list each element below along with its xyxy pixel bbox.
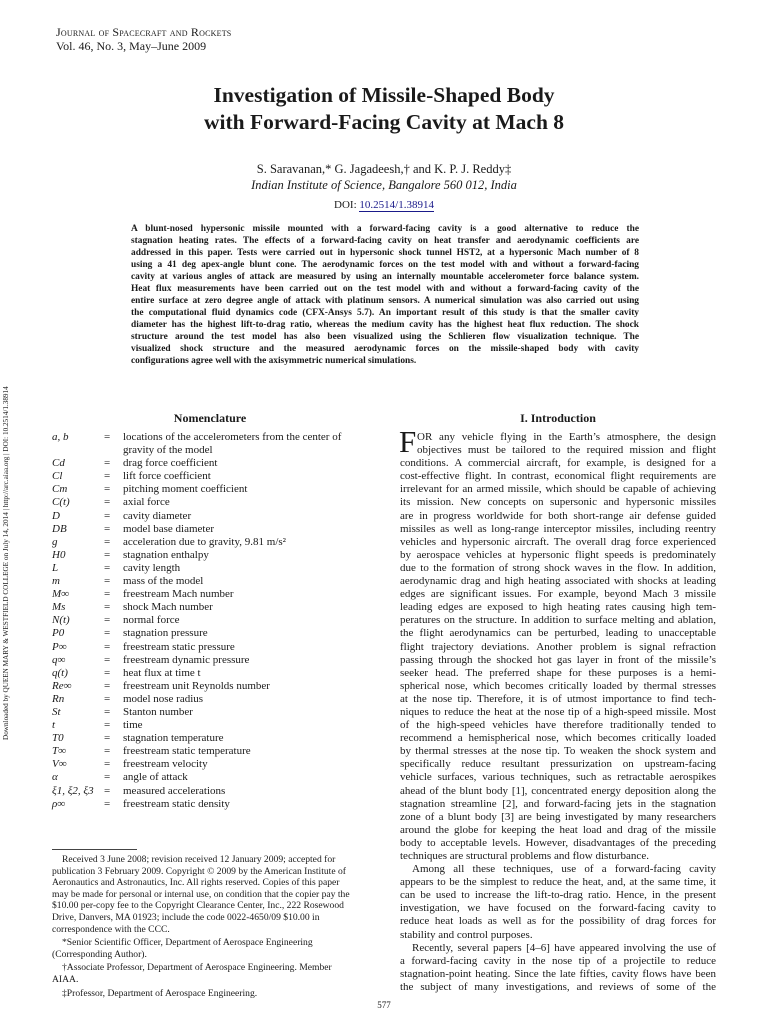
nomenclature-symbol: M∞ [52, 588, 70, 601]
nomenclature-definition: locations of the accelerometers from the center of [123, 431, 342, 443]
nomenclature-equals: = [104, 548, 111, 561]
nomenclature-definition: stagnation pressure [123, 627, 208, 640]
nomenclature-equals: = [104, 470, 111, 483]
nomenclature-symbol: P∞ [52, 640, 67, 653]
nomenclature-equals: = [104, 666, 111, 679]
nomenclature-list [52, 431, 372, 811]
nomenclature-symbol: ρ∞ [52, 797, 66, 810]
nomenclature-equals: = [104, 653, 111, 666]
nomenclature-entry [52, 549, 372, 562]
nomenclature-symbol: C(t) [52, 496, 70, 509]
introduction-line: at the nose tip. Therefore, it is of utmost importance to find tech- [400, 692, 716, 705]
nomenclature-symbol: Cm [52, 483, 68, 496]
nomenclature-entry [52, 588, 372, 601]
nomenclature-definition: Stanton number [123, 705, 193, 718]
nomenclature-definition: normal force [123, 614, 180, 627]
nomenclature-definition: gravity of the model [123, 444, 213, 457]
introduction-line: appears to be the simplest to reduce the heat, and, at the same time, it [400, 876, 716, 889]
introduction-line: reduce heat loads as well as for the possibility of drag forces for [400, 915, 716, 928]
nomenclature-symbol: ξ1, ξ2, ξ3 [52, 784, 94, 797]
introduction-line: body to acceptable levels. However, disadvantages of the preceding [400, 836, 716, 849]
introduction-line: vehicle surfaces, various techniques, such as retractable aerospikes [400, 771, 716, 784]
nomenclature-symbol: N(t) [52, 614, 70, 627]
nomenclature-definition: freestream static pressure [123, 640, 235, 653]
nomenclature-equals: = [104, 679, 111, 692]
nomenclature-symbol: Cl [52, 470, 63, 483]
introduction-line: passing through the shocked hot gas layer in front of the missile’s [400, 653, 716, 666]
nomenclature-entry [52, 758, 372, 771]
nomenclature-entry [52, 483, 372, 496]
introduction-line: by thermal stresses at the nose tip. To weaken the shock system and [400, 745, 716, 758]
nomenclature-symbol: T0 [52, 732, 64, 745]
introduction-line: recommend a hemispherical nose, which becomes critically loaded [400, 732, 716, 745]
introduction-line: seeker head. The preferred shape for these purposes is a hemi- [400, 666, 716, 679]
drop-cap: F [399, 424, 417, 459]
download-watermark-text: Downloaded by QUEEN MARY & WESTFIELD COLLEGE on July 14, 2014 | http://arc.aiaa.org | DOI: 10.2514/1.38914 [2, 386, 10, 740]
introduction-line: by aerospace vehicles at hypersonic flight speeds is predominately [400, 548, 716, 561]
footnote-line: (Corresponding Author). [52, 948, 147, 960]
download-watermark [2, 270, 16, 740]
nomenclature-equals: = [104, 431, 111, 443]
nomenclature-entry [52, 706, 372, 719]
introduction-line: around the globe for keeping the heat load and drag of the missile [400, 823, 716, 836]
journal-issue: Vol. 46, No. 3, May–June 2009 [56, 39, 207, 53]
journal-name: Journal of Spacecraft and Rockets [56, 25, 232, 39]
nomenclature-symbol: St [52, 705, 61, 718]
nomenclature-symbol: D [52, 509, 60, 522]
affiliation: Indian Institute of Science, Bangalore 560 012, India [251, 178, 517, 192]
nomenclature-definition: cavity diameter [123, 509, 192, 522]
nomenclature-equals: = [104, 758, 111, 771]
nomenclature-equals: = [104, 745, 111, 758]
introduction-body [399, 424, 716, 994]
introduction-line: are in progress worldwide for both short-range air defense guided [400, 509, 716, 522]
footnote-line: publication 3 February 2009. Copyright © 2009 by the American Institute of [52, 865, 346, 877]
introduction-line: flight trajectory deviations. Another problem is signal refraction [400, 640, 716, 653]
introduction-line: vehicles and hypersonic aircraft. The overall drag force experienced [400, 535, 716, 548]
nomenclature-entry [52, 654, 372, 667]
abstract-line: using a 41 deg apex-angle blunt cone. The aerodynamic forces on the test model with and without a forward-facing [131, 260, 639, 270]
introduction-line: ahead of the blunt body [1], concentrated energy deposition along the [400, 784, 716, 797]
nomenclature-equals: = [104, 535, 111, 548]
introduction-line: its mission. New concepts on supersonic and hypersonic missiles [400, 496, 716, 509]
abstract-line: the computational fluid dynamics code (CFX-Ansys 5.7). An important result of this study is that the smaller cavity [131, 308, 639, 318]
introduction-line: leading edges are exposed to high heating rates causing high tem- [400, 601, 716, 614]
introduction-line: objectives must be tailored to the required mission and flight [417, 444, 716, 457]
nomenclature-equals: = [104, 588, 111, 601]
nomenclature-definition: model base diameter [123, 522, 215, 535]
nomenclature-equals: = [104, 784, 111, 797]
nomenclature-definition: mass of the model [123, 575, 204, 588]
nomenclature-entry [52, 667, 372, 680]
journal-header [56, 25, 231, 53]
introduction-line: zone of a blunt body [3] are being investigated by many researchers [400, 810, 716, 823]
introduction-line: OR any vehicle flying in the Earth’s atmosphere, the design [417, 431, 716, 443]
introduction-line: techniques are structural problems and flow disturbance. [400, 850, 649, 862]
nomenclature-equals: = [104, 719, 111, 732]
nomenclature-entry [52, 614, 372, 627]
introduction-line: stability and control purposes. [400, 928, 533, 941]
introduction-line: cost-effective flight. In contrast, economical flight requirements are [400, 470, 716, 483]
nomenclature-symbol: H0 [52, 548, 66, 561]
nomenclature-definition: freestream Mach number [123, 588, 234, 601]
introduction-line: due to the formation of strong shock waves in the flow. In addition, [400, 561, 716, 574]
introduction-line: Among all these techniques, use of a forward-facing cavity [412, 863, 716, 876]
nomenclature-equals: = [104, 732, 111, 745]
abstract-line: visualized shock structure and the measured aerodynamic forces on the missile-shaped body with cavity [131, 344, 639, 354]
nomenclature-definition: axial force [123, 496, 170, 509]
abstract-line: configurations agree well with the axisymmetric numerical simulations. [131, 356, 417, 366]
footnote-line: AIAA. [52, 973, 79, 985]
abstract-line: stagnation heating rates. The effects of a forward-facing cavity on heat transfer and aerodynamic coefficients are [131, 236, 639, 246]
title-line-2: with Forward-Facing Cavity at Mach 8 [203, 110, 565, 134]
doi-line [60, 199, 708, 211]
nomenclature-symbol: m [52, 575, 60, 588]
nomenclature-definition: measured accelerations [123, 784, 226, 797]
nomenclature-entry [52, 470, 372, 483]
nomenclature-symbol: DB [52, 522, 67, 535]
introduction-line: can be used to increase the lift-to-drag ratio. Hence, in the present [400, 889, 716, 902]
nomenclature-definition: stagnation temperature [123, 732, 224, 745]
nomenclature-entry [52, 732, 372, 745]
introduction-line: of the high-speed vehicles have therefore traditionally tended to [400, 719, 716, 732]
nomenclature-definition: stagnation enthalpy [123, 548, 209, 561]
nomenclature-symbol: t [52, 719, 56, 732]
nomenclature-definition: pitching moment coefficient [123, 483, 248, 496]
introduction-line: a forward-facing cavity in the nose tip of a projectile to reduce [400, 954, 716, 967]
nomenclature-symbol: Cd [52, 457, 65, 470]
nomenclature-symbol: g [52, 535, 58, 548]
footnote-line: Received 3 June 2008; revision received 12 January 2009; accepted for [62, 854, 336, 865]
nomenclature-symbol: L [52, 561, 59, 574]
nomenclature-entry [52, 496, 372, 509]
introduction-line: specifically reduce resultant pressurization on upstream-facing [400, 758, 716, 771]
footnote-line: correspondence with the CCC. [52, 923, 170, 935]
nomenclature-equals: = [104, 771, 111, 784]
nomenclature-entry [52, 719, 372, 732]
abstract [131, 223, 639, 367]
nomenclature-entry [52, 523, 372, 536]
introduction-line: missiles as well as long-range interceptor missiles, including reentry [400, 522, 716, 535]
abstract-line: diameter has the highest lift-to-drag ratio, whereas the medium cavity has the highest heat flux reduction. The shock [131, 320, 639, 330]
nomenclature-definition: freestream velocity [123, 758, 208, 771]
abstract-line: addressed in this paper. Tests were carried out in hypersonic shock tunnel HST2, at a hypersonic Mach number of 8 [131, 248, 639, 258]
nomenclature-equals: = [104, 561, 111, 574]
nomenclature-equals: = [104, 496, 111, 509]
nomenclature-entry [52, 627, 372, 640]
nomenclature-entry [52, 536, 372, 549]
abstract-line: cavity at various angles of attack are measured by using an internally mountable accelerometer force balance system. [131, 272, 639, 282]
paper-title [60, 82, 708, 136]
nomenclature-entry [52, 771, 372, 784]
nomenclature-symbol: T∞ [52, 745, 66, 758]
nomenclature-equals: = [104, 640, 111, 653]
footnote-line: may be made for personal or internal use, on condition that the copier pay the [52, 888, 350, 900]
doi-prefix: DOI: [334, 199, 360, 211]
nomenclature-entry [52, 785, 372, 798]
nomenclature-symbol: Re∞ [52, 679, 72, 692]
introduction-line: irrelevant for an armed missile, which should be capable of achieving [400, 483, 716, 496]
introduction-line: Recently, several papers [4–6] have appeared involving the use of [412, 941, 716, 954]
footnote-line: $10.00 per-copy fee to the Copyright Clearance Center, Inc., 222 Rosewood [52, 900, 344, 912]
nomenclature-equals: = [104, 509, 111, 522]
nomenclature-symbol: q∞ [52, 653, 66, 666]
introduction-line: conditions. A commercial aircraft, for example, is designed for a [400, 457, 716, 470]
nomenclature-definition: model nose radius [123, 692, 204, 705]
nomenclature-entry [52, 510, 372, 523]
nomenclature-symbol: q(t) [52, 666, 68, 679]
nomenclature-symbol: P0 [52, 627, 65, 640]
nomenclature-definition: angle of attack [123, 771, 188, 784]
introduction-line: spherical nose, which becomes critically loaded by thermal stresses [400, 679, 716, 692]
title-line-1: Investigation of Missile-Shaped Body [213, 83, 555, 107]
abstract-line: A blunt-nosed hypersonic missile mounted with a forward-facing cavity is a good alternative to reduce the [131, 224, 639, 234]
abstract-line: structure around the test model has also been visualized using the Schlieren flow visualization technique. The [131, 332, 639, 342]
page-number: 577 [377, 1000, 391, 1010]
nomenclature-definition: shock Mach number [123, 601, 213, 614]
nomenclature-entry [52, 601, 372, 614]
footnote-rule [52, 849, 137, 850]
nomenclature-entry [52, 798, 372, 811]
nomenclature-entry [52, 693, 372, 706]
nomenclature-entry [52, 431, 372, 444]
introduction-line: the subject of many investigations, and reviews of some of the [400, 980, 716, 993]
nomenclature-symbol: V∞ [52, 758, 67, 771]
introduction-line: aerodynamic drag and high heating associated with shocks at leading [400, 575, 716, 588]
nomenclature-symbol: Ms [52, 601, 66, 614]
nomenclature-symbol: α [52, 771, 58, 784]
introduction-line: niques to reduce the heat at the nose tip of a high-speed missile. Most [400, 705, 716, 718]
nomenclature-definition: freestream static temperature [123, 745, 251, 758]
nomenclature-equals: = [104, 797, 111, 810]
nomenclature-definition: heat flux at time t [123, 666, 201, 679]
introduction-line: investigation, we have focused on the forward-facing cavity to [400, 902, 716, 915]
nomenclature-definition: drag force coefficient [123, 457, 218, 470]
nomenclature-equals: = [104, 601, 111, 614]
nomenclature-equals: = [104, 705, 111, 718]
nomenclature-definition: acceleration due to gravity, 9.81 m/s² [123, 535, 286, 548]
nomenclature-equals: = [104, 627, 111, 640]
footnote-line: †Associate Professor, Department of Aerospace Engineering. Member [62, 962, 332, 974]
introduction-line: peratures on the structure. In addition to surface melting and ablation, [400, 614, 716, 627]
nomenclature-entry [52, 641, 372, 654]
nomenclature-entry [52, 562, 372, 575]
authors: S. Saravanan,* G. Jagadeesh,† and K. P. J. Reddy‡ [256, 162, 512, 176]
doi-link[interactable]: 10.2514/1.38914 [359, 199, 434, 211]
nomenclature-heading: Nomenclature [173, 411, 247, 425]
introduction-line: edges are significant issues. For example, beyond Mach 3 missile [400, 588, 716, 601]
footnote-line: *Senior Scientific Officer, Department of Aerospace Engineering [62, 937, 313, 949]
nomenclature-equals: = [104, 614, 111, 627]
introduction-line: stagnation-point heating. Since the late fifties, cavity flows have been [400, 967, 716, 980]
nomenclature-entry [52, 575, 372, 588]
nomenclature-equals: = [104, 692, 111, 705]
nomenclature-definition: freestream dynamic pressure [123, 653, 250, 666]
nomenclature-symbol: a, b [52, 431, 69, 443]
introduction-line: stagnation streamline [2], and forward-facing jets in the stagnation [400, 797, 716, 810]
nomenclature-definition: lift force coefficient [123, 470, 211, 483]
nomenclature-definition: time [123, 719, 143, 732]
nomenclature-entry [52, 457, 372, 470]
footnotes [52, 854, 370, 999]
footnote-line: Aeronautics and Astronautics, Inc. All rights reserved. Copies of this paper [52, 877, 340, 889]
nomenclature-definition: cavity length [123, 561, 181, 574]
nomenclature-entry [52, 680, 372, 693]
footnote-line: Drive, Danvers, MA 01923; include the code 0022-4650/09 $10.00 in [52, 911, 320, 923]
nomenclature-definition: freestream unit Reynolds number [123, 679, 270, 692]
nomenclature-equals: = [104, 575, 111, 588]
nomenclature-entry [52, 444, 372, 457]
nomenclature-symbol: Rn [52, 692, 65, 705]
footnote-line: ‡Professor, Department of Aerospace Engineering. [62, 987, 258, 999]
nomenclature-equals: = [104, 457, 111, 470]
nomenclature-definition: freestream static density [123, 797, 230, 810]
introduction-line: the flight aerodynamics can be perturbed, leading to unacceptable [400, 627, 716, 640]
abstract-line: Heat flux measurements have been carried out on the test model with and without a forward-facing cavity of the [131, 284, 639, 294]
nomenclature-equals: = [104, 522, 111, 535]
introduction-heading: I. Introduction [520, 411, 596, 425]
nomenclature-entry [52, 745, 372, 758]
nomenclature-equals: = [104, 483, 111, 496]
abstract-line: entire surface at zero degree angle of attack with platinum sensors. A numerical simulation was also carried out using [131, 296, 639, 306]
